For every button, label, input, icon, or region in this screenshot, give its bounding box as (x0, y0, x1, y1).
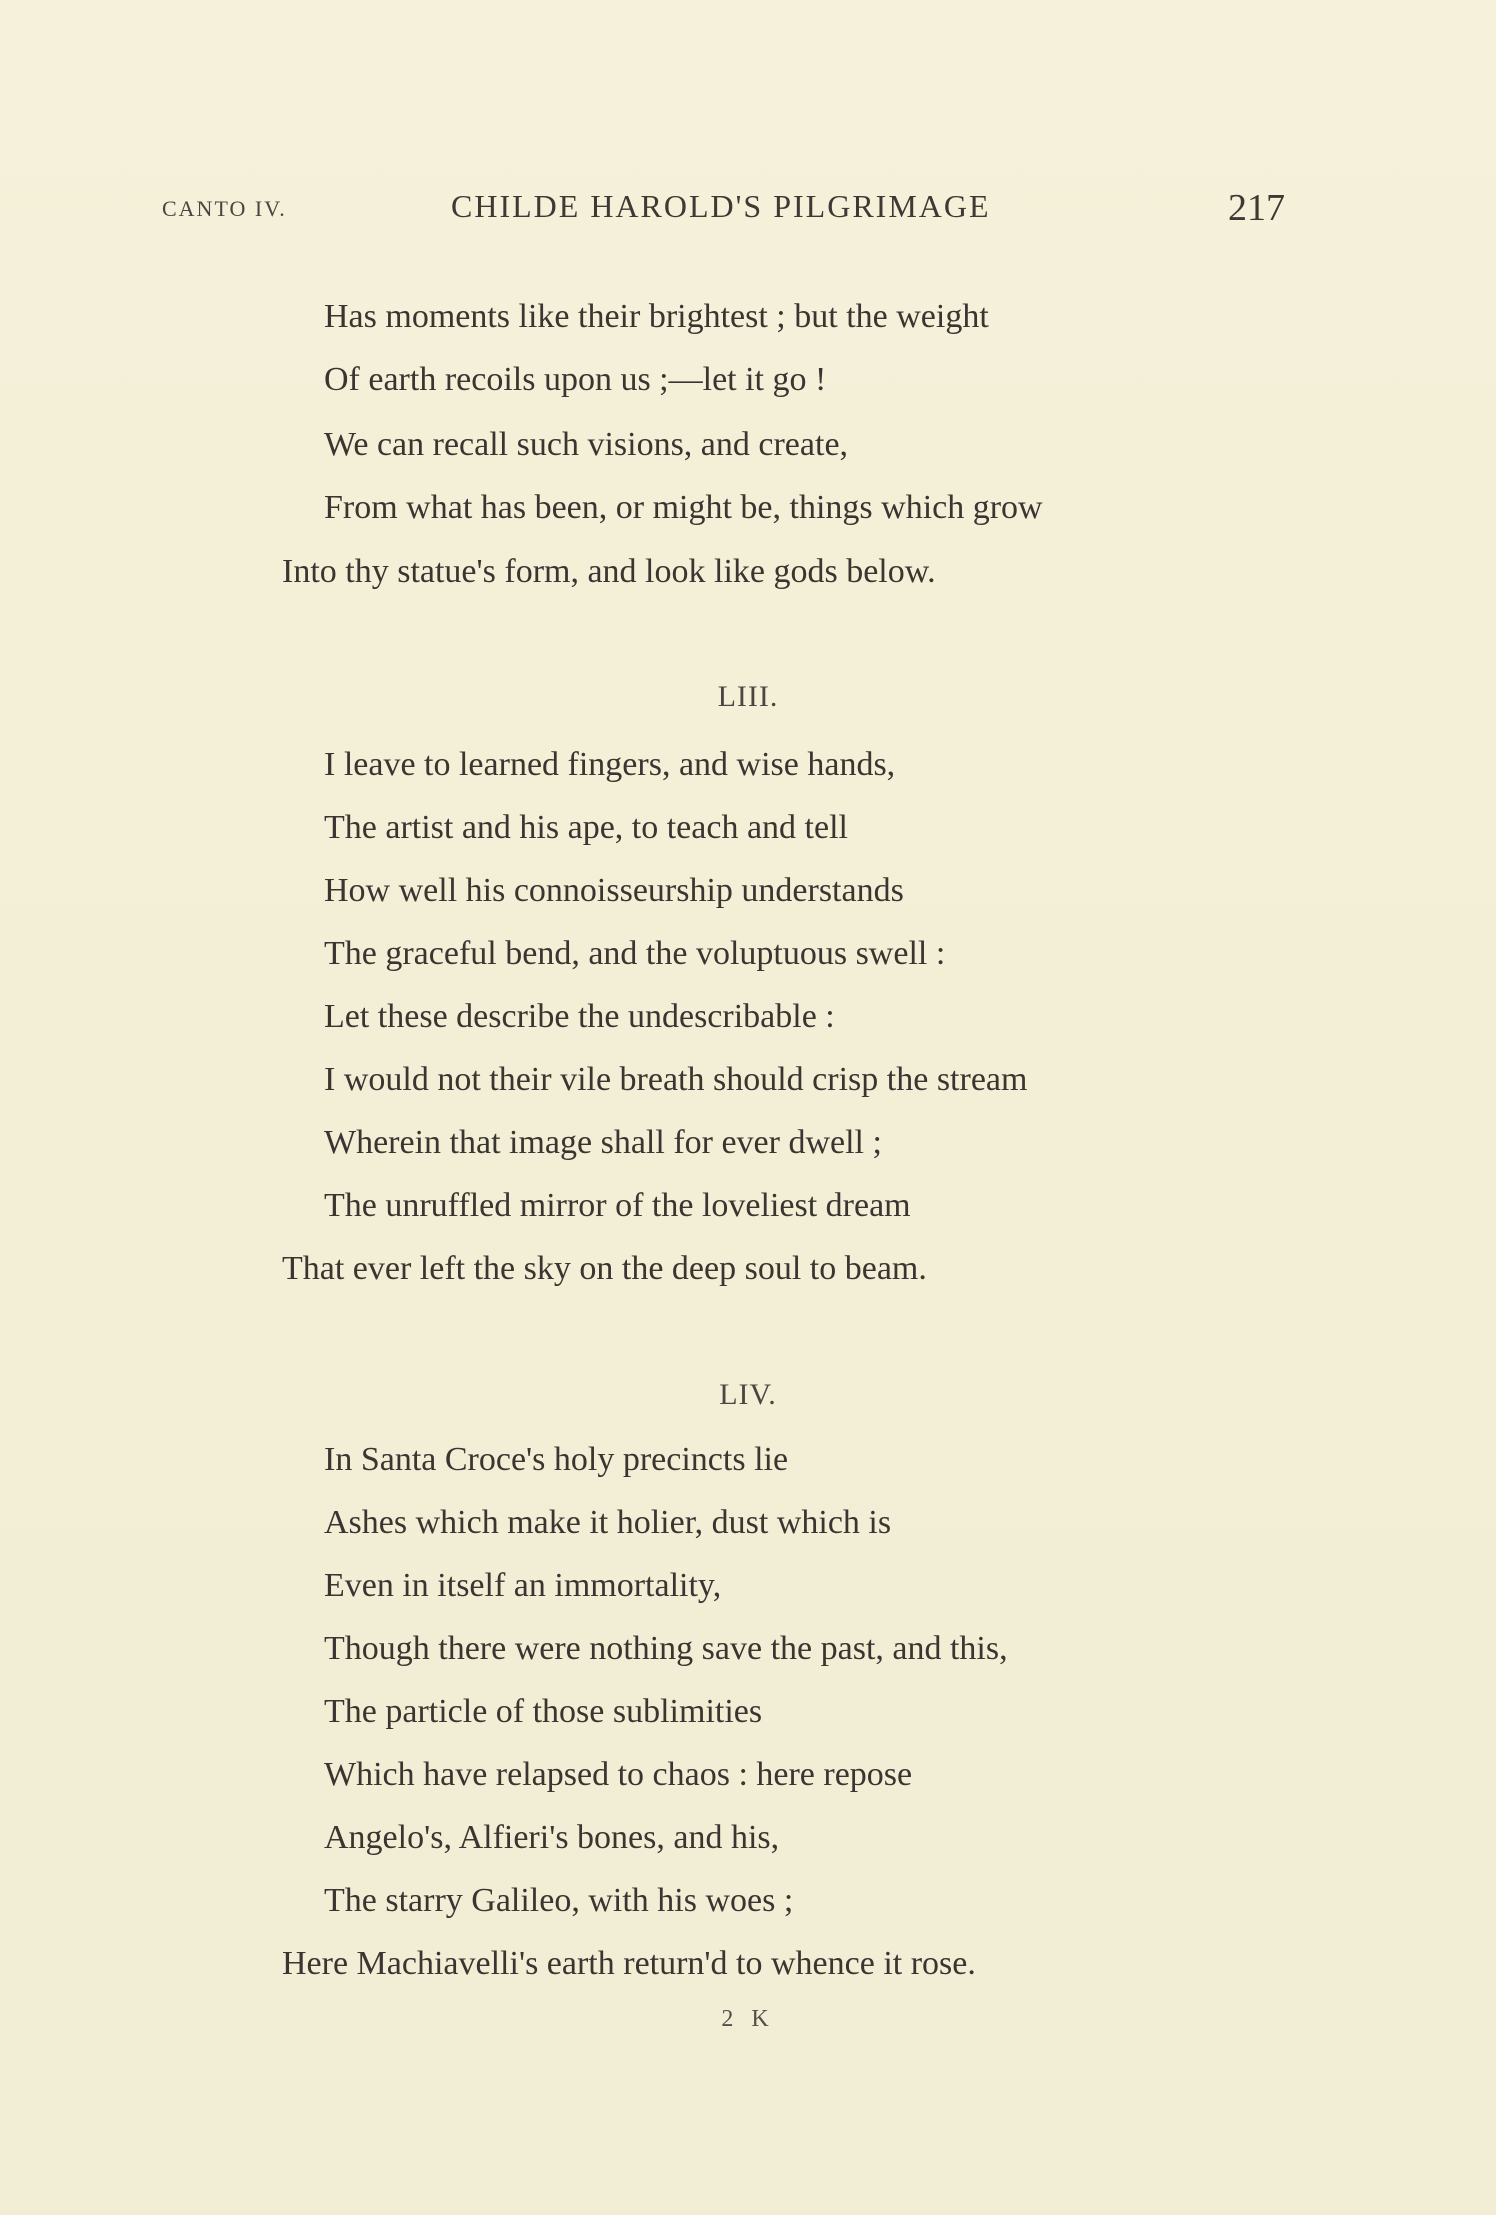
verse-line: Angelo's, Alfieri's bones, and his, (324, 1819, 780, 1856)
verse-line: That ever left the sky on the deep soul to beam. (282, 1250, 927, 1287)
verse-line: The particle of those sublimities (324, 1693, 763, 1730)
verse-line: Let these describe the undescribable : (324, 998, 835, 1035)
verse-line: Into thy statue's form, and look like gods below. (282, 553, 936, 590)
verse-line: In Santa Croce's holy precincts lie (324, 1441, 789, 1478)
verse-line: I would not their vile breath should crisp the stream (324, 1061, 1028, 1098)
verse-line: Wherein that image shall for ever dwell ; (324, 1124, 882, 1161)
verse-line: Ashes which make it holier, dust which is (324, 1504, 892, 1541)
verse-line: The graceful bend, and the voluptuous swell : (324, 935, 946, 972)
page-number: 217 (1228, 187, 1285, 229)
verse-line: Even in itself an immortality, (324, 1567, 722, 1604)
verse-line: Has moments like their brightest ; but the weight (324, 298, 989, 335)
verse-line: The unruffled mirror of the loveliest dream (324, 1187, 911, 1224)
verse-line: The artist and his ape, to teach and tell (324, 809, 848, 846)
stanza-number: LIII. (717, 680, 779, 713)
signature-mark: 2 K (721, 2006, 775, 2032)
verse-line: Though there were nothing save the past, and this, (324, 1630, 1008, 1667)
verse-line: Here Machiavelli's earth return'd to whence it rose. (282, 1945, 976, 1982)
verse-line: How well his connoisseurship understands (324, 872, 904, 909)
verse-line: We can recall such visions, and create, (324, 426, 849, 463)
stanza-number: LIV. (719, 1378, 777, 1411)
canto-label: CANTO IV. (162, 196, 287, 221)
verse-line: Of earth recoils upon us ;—let it go ! (324, 361, 827, 398)
book-title: CHILDE HAROLD'S PILGRIMAGE (451, 188, 991, 224)
running-head (0, 188, 1496, 238)
verse-line: The starry Galileo, with his woes ; (324, 1882, 794, 1919)
verse-line: I leave to learned fingers, and wise hands, (324, 746, 896, 783)
verse-line: Which have relapsed to chaos : here repose (324, 1756, 913, 1793)
verse-line: From what has been, or might be, things which grow (324, 489, 1043, 526)
